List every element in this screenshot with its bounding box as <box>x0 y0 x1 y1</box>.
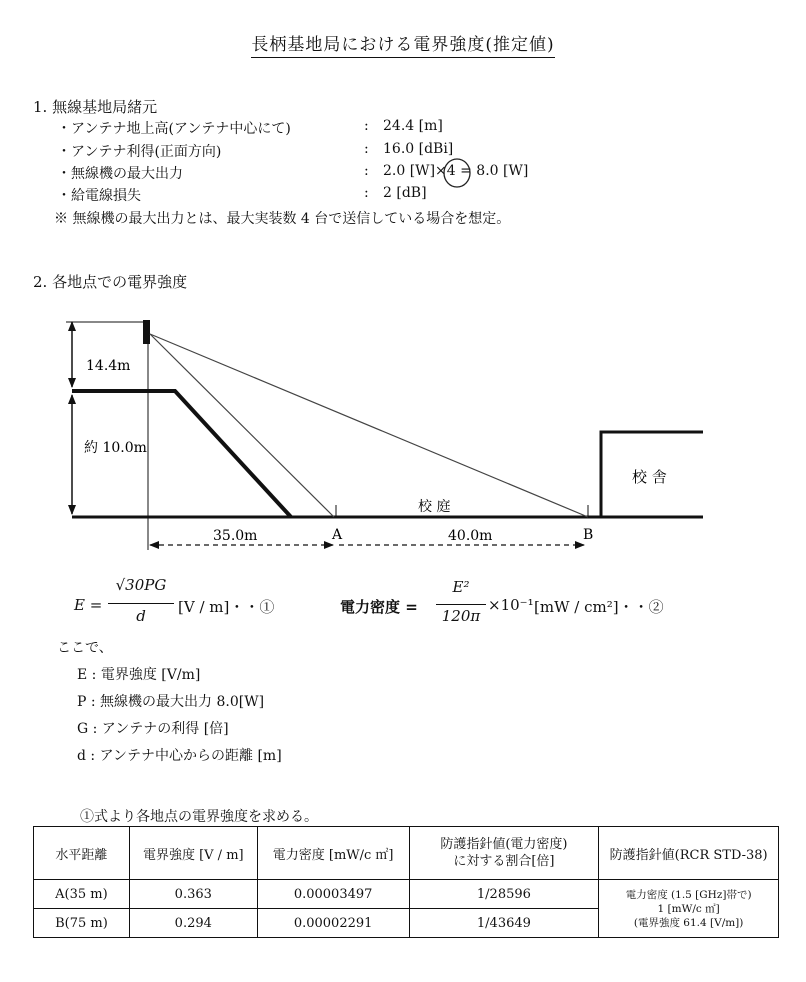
point-b-label: B <box>583 527 594 543</box>
section2-heading: 2. 各地点での電界強度 <box>33 273 188 291</box>
header-guide: 防護指針値(RCR STD-38) <box>599 827 779 880</box>
cell-guide-value <box>599 880 779 938</box>
formula1-fraction-bar <box>108 603 174 604</box>
radiation-line-a <box>150 334 334 517</box>
table-intro: ①式より各地点の電界強度を求める。 <box>80 809 318 825</box>
variable-definition: G : アンテナの利得 [倍] <box>77 721 229 737</box>
table-header-row <box>34 827 779 880</box>
spec-label: ・給電線損失 <box>57 188 141 204</box>
formula1-unit: [V / m]・・① <box>178 598 275 616</box>
cell-field: 0.363 <box>129 880 257 909</box>
formula2-unit: [mW / cm²]・・② <box>534 598 664 616</box>
point-a-label: A <box>332 527 343 543</box>
spec-colon: : <box>364 185 369 201</box>
formula2-power: ×10⁻¹ <box>488 596 534 614</box>
cell-ratio: 1/28596 <box>409 880 599 909</box>
formula1-lhs: E = <box>74 596 103 614</box>
header-density: 電力密度 [mW/c ㎡] <box>257 827 409 880</box>
page-title: 長柄基地局における電界強度(推定値) <box>0 30 806 55</box>
guide-line: 1 [mW/c ㎡] <box>657 902 720 915</box>
cell-ratio: 1/43649 <box>409 909 599 938</box>
antenna-icon <box>143 320 150 344</box>
height-upper-label: 14.4m <box>86 358 131 374</box>
formula2-fraction-bar <box>436 604 486 605</box>
spec-label: ・アンテナ地上高(アンテナ中心にて) <box>57 121 291 137</box>
where-label: ここで、 <box>57 640 113 656</box>
formula1-numerator: √30PG <box>115 576 167 594</box>
schoolyard-label: 校 庭 <box>418 499 451 515</box>
header-ratio: 防護指針値(電力密度) に対する割合[倍] <box>409 827 599 880</box>
spec-colon: : <box>364 118 369 134</box>
cell-field: 0.294 <box>129 909 257 938</box>
section1-heading: 1. 無線基地局緒元 <box>33 98 158 116</box>
results-table <box>33 826 779 938</box>
spec-label: ・無線機の最大出力 <box>57 166 183 182</box>
guide-line: (電界強度 61.4 [V/m]) <box>633 916 744 929</box>
formula1-denominator: d <box>136 607 146 625</box>
header-field: 電界強度 [V / m] <box>129 827 257 880</box>
spec-value: 16.0 [dBi] <box>383 141 454 157</box>
spec-colon: : <box>364 141 369 157</box>
spec-colon: : <box>364 163 369 179</box>
spec-note: ※ 無線機の最大出力とは、最大実装数 4 台で送信している場合を想定。 <box>54 211 511 227</box>
formula2-lhs: 電力密度 = <box>340 598 418 616</box>
school-building-label: 校 舎 <box>632 468 667 486</box>
cell-distance: A(35 m) <box>34 880 130 909</box>
variable-definition: E : 電界強度 [V/m] <box>77 667 201 683</box>
formula2-denominator: 120π <box>441 607 481 625</box>
variable-definition: P : 無線機の最大出力 8.0[W] <box>77 694 265 710</box>
spec-value: 24.4 [m] <box>383 118 443 134</box>
cell-density: 0.00002291 <box>257 909 409 938</box>
guide-line: 電力密度 (1.5 [GHz]帯で) <box>625 888 752 901</box>
distance-b-label: 40.0m <box>448 528 493 544</box>
antenna-diagram <box>0 300 806 565</box>
header-distance: 水平距離 <box>34 827 130 880</box>
formula2-numerator: E² <box>452 578 470 596</box>
handwritten-circle-mark <box>440 155 474 191</box>
cell-density: 0.00003497 <box>257 880 409 909</box>
table-row <box>34 880 779 909</box>
spec-value: 2.0 [W]×4 = 8.0 [W] <box>383 163 529 179</box>
variable-definition: d : アンテナ中心からの距離 [m] <box>77 748 282 764</box>
spec-label: ・アンテナ利得(正面方向) <box>57 144 222 160</box>
spec-value: 2 [dB] <box>383 185 427 201</box>
cell-distance: B(75 m) <box>34 909 130 938</box>
height-lower-label: 約 10.0m <box>84 440 147 456</box>
distance-a-label: 35.0m <box>213 528 258 544</box>
radiation-line-b <box>150 334 588 517</box>
